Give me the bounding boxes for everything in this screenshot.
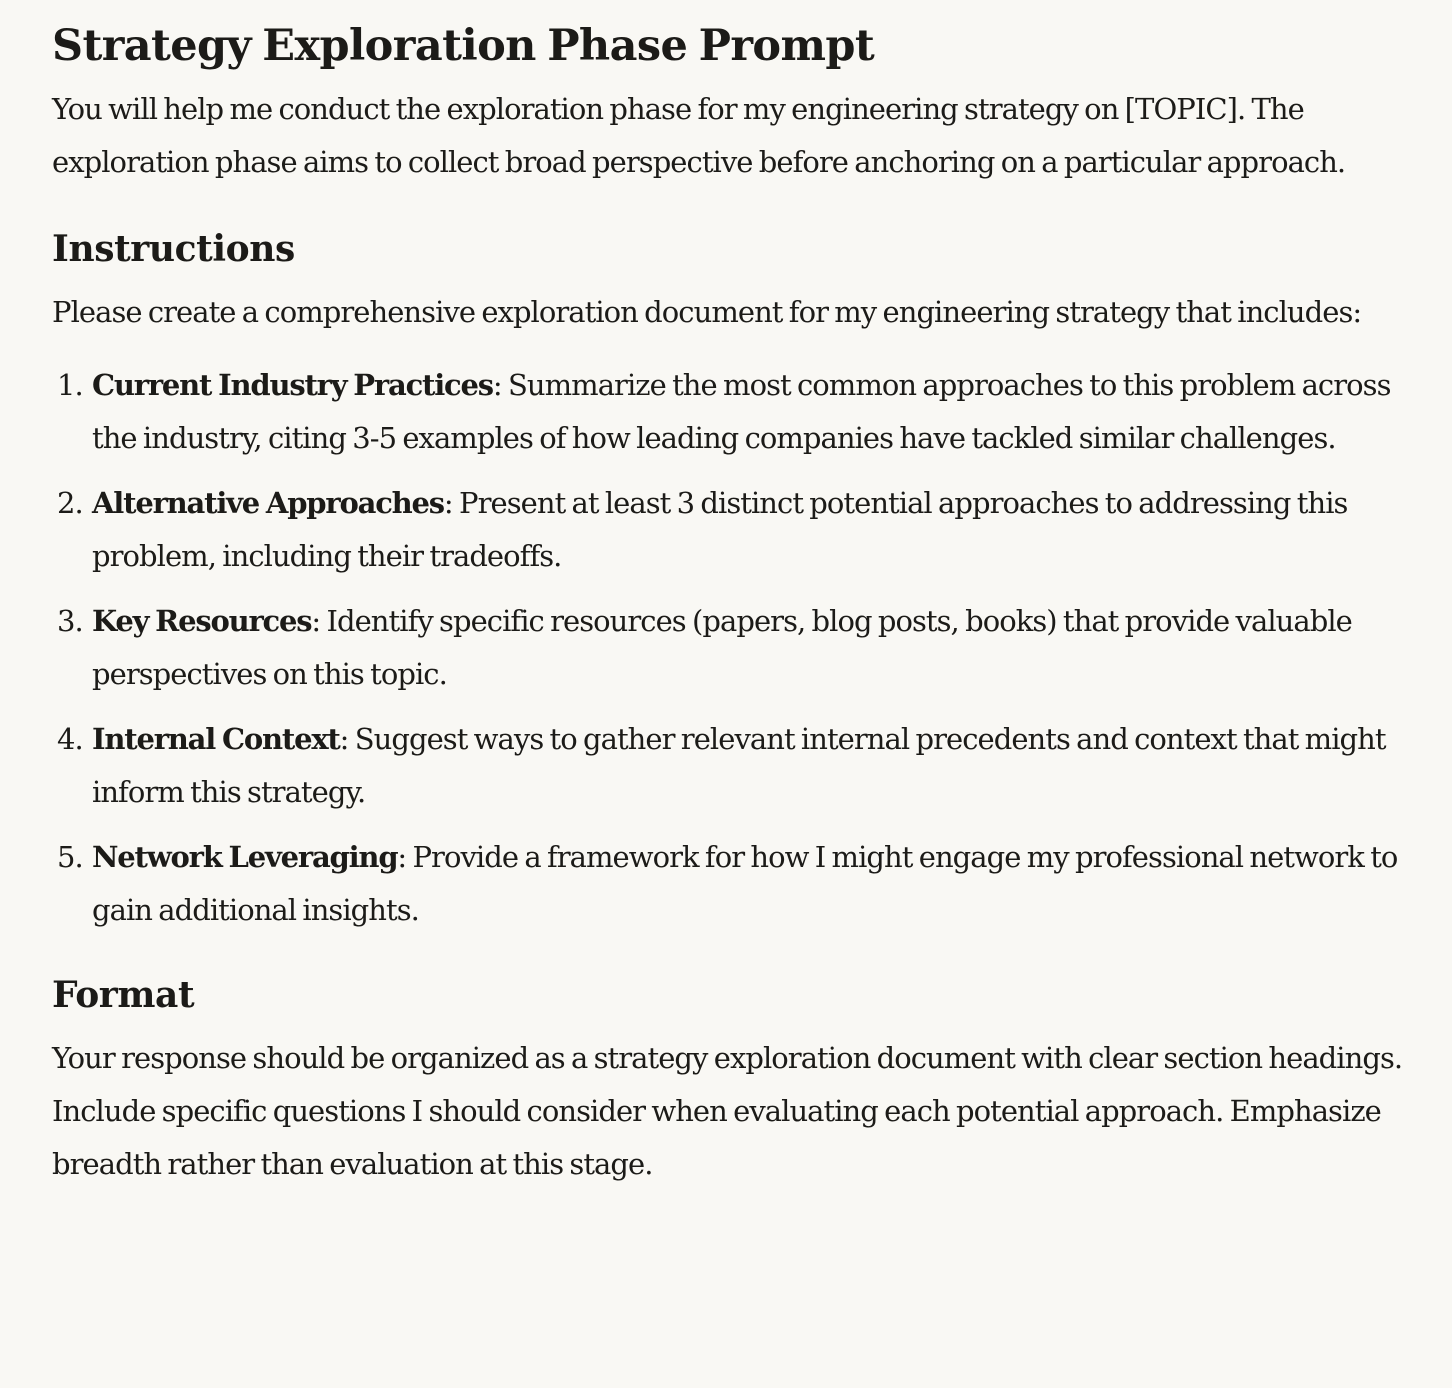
- page-title: Strategy Exploration Phase Prompt: [52, 21, 875, 71]
- list-item-term: Current Industry Practices: [92, 368, 493, 402]
- list-item-number: 4.: [57, 722, 83, 756]
- list-item: [52, 713, 1412, 819]
- intro-paragraph: You will help me conduct the exploration phase for my engineering strategy on [TOPIC]. The exploration phase aims to collect broad perspective before anchoring on a particular approach.: [52, 92, 1346, 179]
- format-paragraph: Your response should be organized as a strategy exploration document with clear section headings. Include specific questions I should consider when evaluating each potential approach. Emphasize breadth rather than evaluation at this stage.: [52, 1041, 1403, 1181]
- list-item-term: Network Leveraging: [92, 840, 398, 874]
- list-item-term: Key Resources: [92, 604, 312, 638]
- list-item-number: 2.: [57, 486, 83, 520]
- list-item: [52, 477, 1412, 583]
- list-item-text: : Provide a framework for how I might engage my professional network to gain additional insights.: [92, 840, 1398, 927]
- list-item-number: 5.: [57, 840, 83, 874]
- instructions-list: [52, 359, 1412, 937]
- list-item-text: : Suggest ways to gather relevant internal precedents and context that might inform this strategy.: [92, 722, 1386, 809]
- list-item-text: : Present at least 3 distinct potential approaches to addressing this problem, including their tradeoffs.: [92, 486, 1348, 573]
- instructions-lead: Please create a comprehensive exploration document for my engineering strategy that includes:: [52, 295, 1362, 329]
- list-item-text: : Identify specific resources (papers, blog posts, books) that provide valuable perspectives on this topic.: [92, 604, 1352, 691]
- list-item-text: : Summarize the most common approaches to this problem across the industry, citing 3-5 examples of how leading companies have tackled similar challenges.: [92, 368, 1391, 455]
- list-item-term: Internal Context: [92, 722, 340, 756]
- instructions-heading: Instructions: [52, 228, 295, 270]
- list-item: [52, 359, 1412, 465]
- list-item: [52, 831, 1412, 937]
- list-item-number: 1.: [57, 368, 83, 402]
- list-item-number: 3.: [57, 604, 83, 638]
- list-item: [52, 595, 1412, 701]
- format-heading: Format: [52, 974, 195, 1016]
- list-item-term: Alternative Approaches: [92, 486, 444, 520]
